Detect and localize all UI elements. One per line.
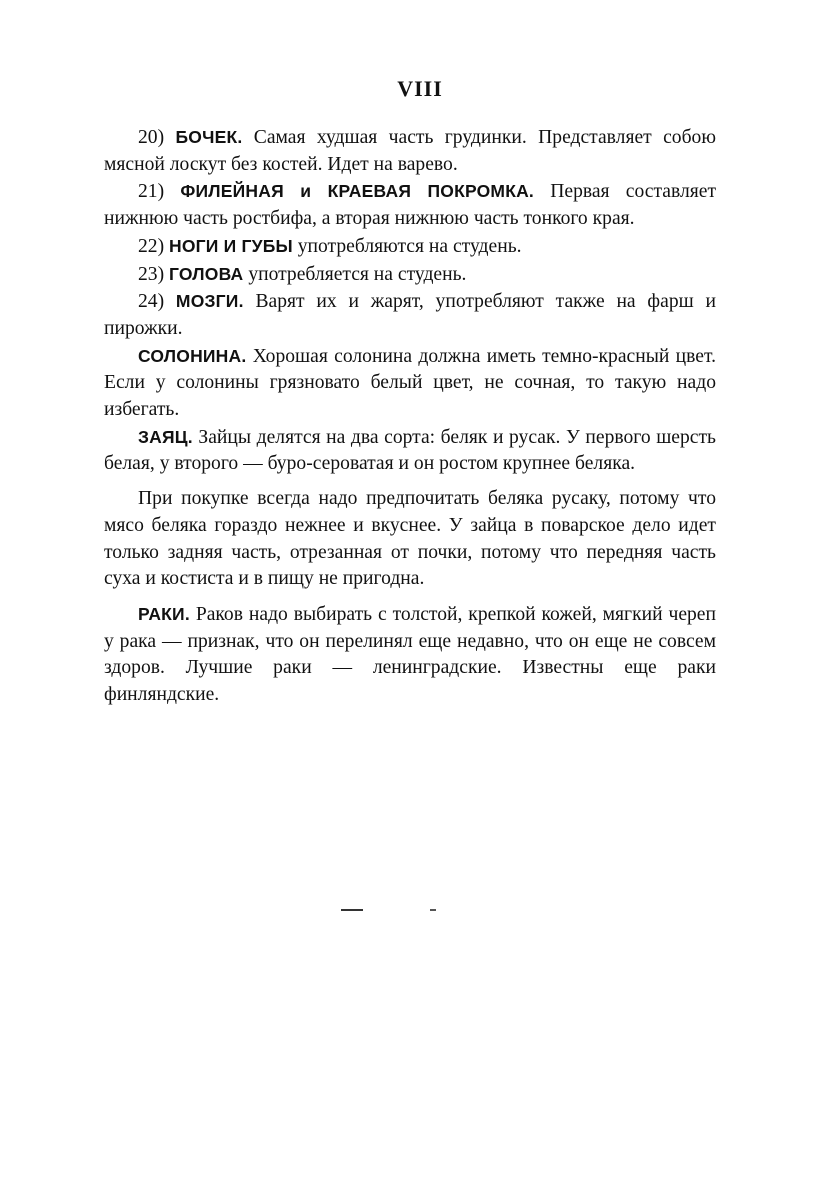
item-text: употребляется на студень.	[248, 263, 467, 285]
item-text: При покупке всегда надо предпочитать беляка русаку, потому что мясо беляка гораздо нежнее и вкуснее. У зайца в поварское дело идет только задняя часть, отрезанная от почки, потому что передняя часть суха и костиста и в пищу не пригодна.	[104, 488, 716, 590]
item-heading: ФИЛЕЙНАЯ и КРАЕВАЯ ПОКРОМКА.	[180, 181, 534, 202]
item-text: Зайцы делятся на два сорта: беляк и русак. У первого шерсть белая, у второго — буро-сероватая и он ростом крупнее беляка.	[104, 426, 716, 475]
item-heading: СОЛОНИНА.	[138, 345, 247, 366]
item-heading: ГОЛОВА	[169, 263, 244, 284]
item-text: Хорошая солонина должна иметь темно-красный цвет. Если у солонины грязновато белый цвет, не сочная, то такую надо избегать.	[104, 345, 716, 421]
item-heading: БОЧЕК.	[175, 127, 243, 147]
item-text: Варят их и жарят, употребляют также на фарш и пирожки.	[104, 291, 716, 339]
item-text: Самая худшая часть грудинки. Представляет собою мясной лоскут без костей. Идет на варево.	[104, 127, 716, 175]
paragraph-solonina	[104, 343, 716, 424]
paragraph-mozgi	[104, 288, 716, 342]
item-number: 20)	[138, 127, 165, 148]
paragraph-fileynaya	[104, 178, 716, 232]
item-number: 22)	[138, 235, 165, 257]
footer-marks	[0, 909, 840, 913]
item-number: 23)	[138, 263, 165, 285]
item-number: 21)	[138, 181, 165, 203]
item-number: 24)	[138, 291, 165, 313]
paragraph-zayats	[104, 424, 716, 478]
item-text: употребляются на студень.	[297, 235, 522, 257]
paragraph-raki	[104, 601, 716, 709]
item-text: Раков надо выбирать с толстой, крепкой кожей, мягкий череп у рака — признак, что он перелинял еще недавно, что он еще не совсем здоров. Лучшие раки — ленинградские. Известны еще раки финляндские.	[104, 603, 716, 706]
item-heading: РАКИ.	[138, 603, 190, 624]
item-heading: ЗАЯЦ.	[138, 426, 193, 447]
page-number: VIII	[397, 76, 443, 101]
footer-dot	[430, 909, 436, 911]
paragraph-golova	[104, 261, 716, 289]
paragraph-zayats-buying	[104, 486, 716, 593]
paragraph-nogi	[104, 233, 716, 261]
body-text	[104, 124, 716, 709]
footer-dash	[341, 909, 363, 911]
item-heading: МОЗГИ.	[175, 291, 244, 312]
item-text: Первая составляет нижнюю часть ростбифа, а вторая нижнюю часть тонкого края.	[104, 181, 717, 230]
paragraph-bochek	[104, 124, 716, 178]
item-heading: НОГИ И ГУБЫ	[169, 235, 293, 256]
